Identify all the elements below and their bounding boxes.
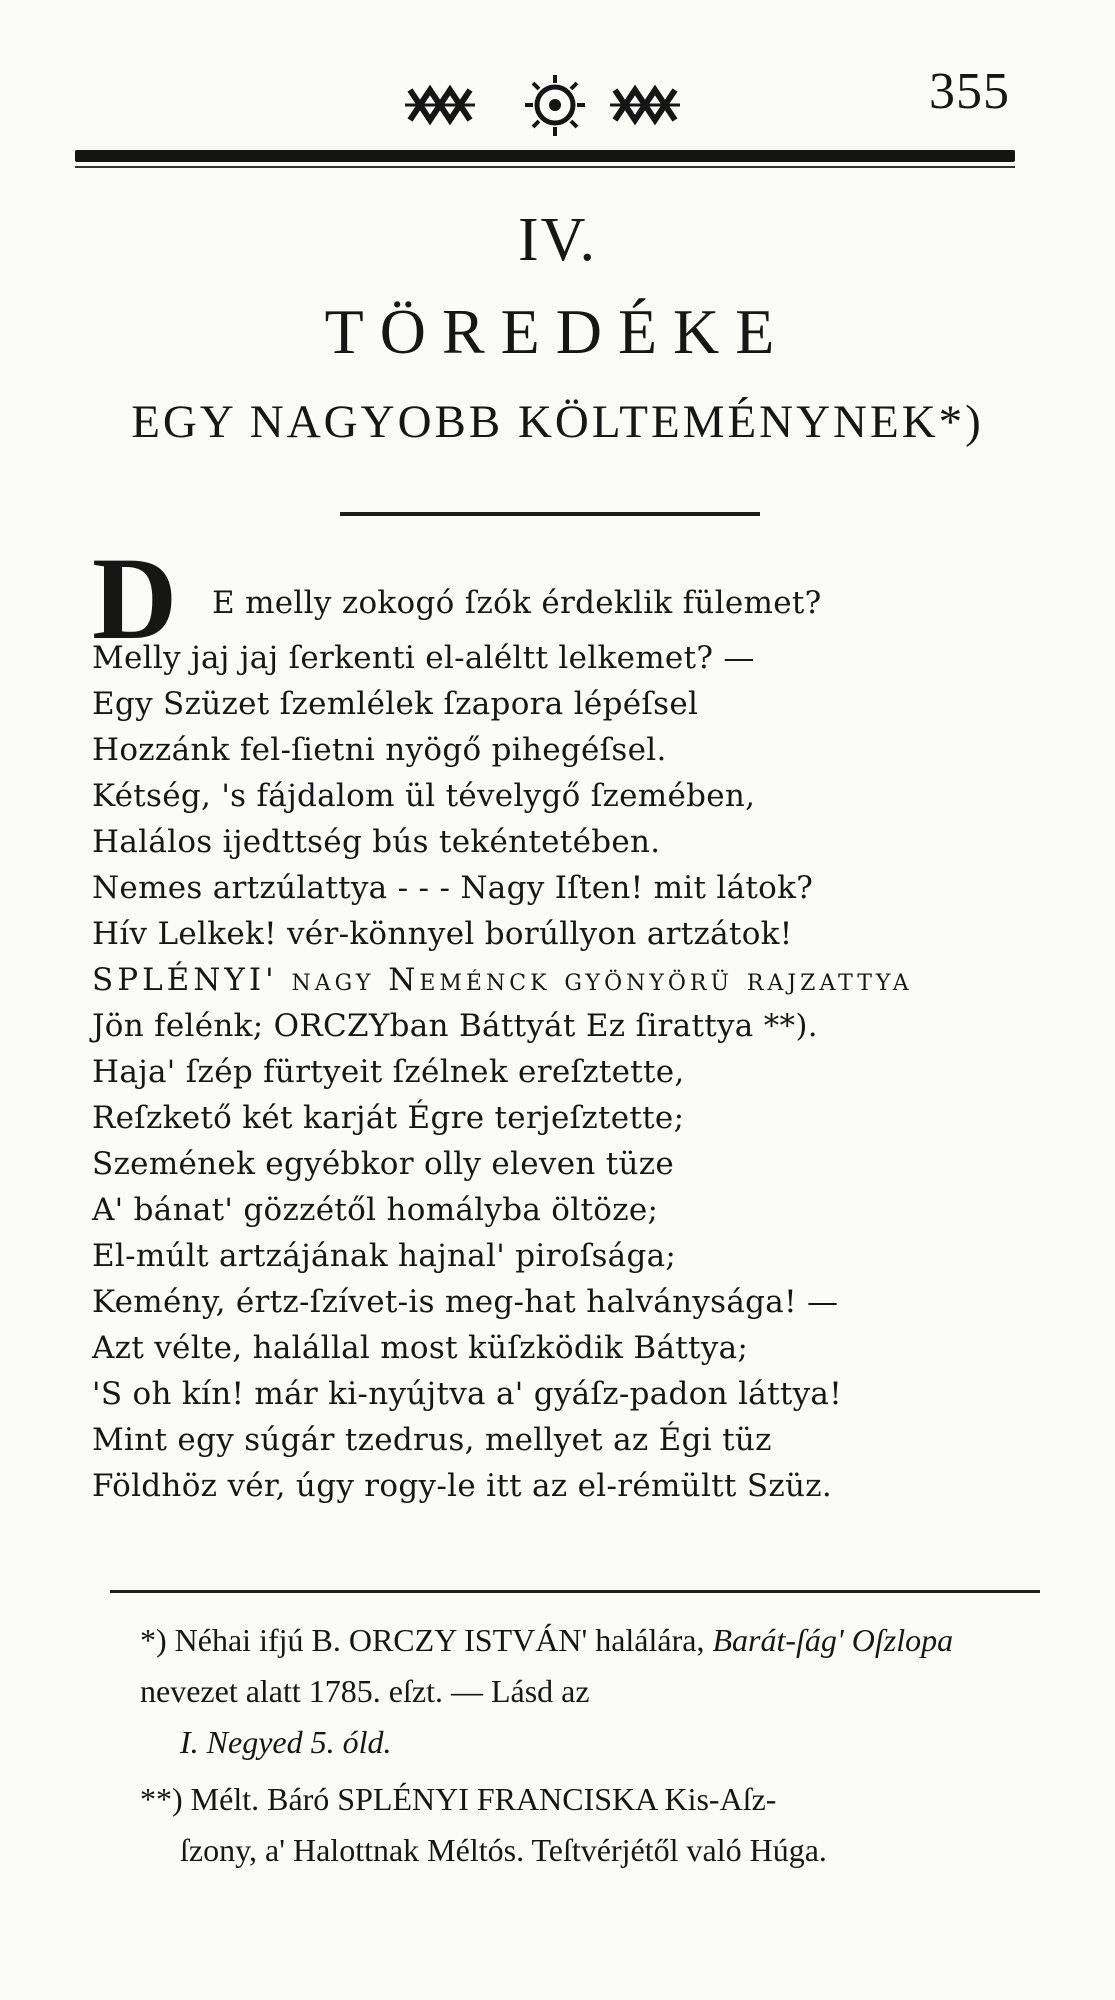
footnote xyxy=(140,1774,1045,1876)
poem-line: 'S oh kín! már ki-nyújtva a' gyáſz-padon láttya! xyxy=(92,1376,842,1412)
poem-line: Kemény, értz-ſzívet-is meg-hat halványsága! — xyxy=(92,1284,839,1320)
poem-line: Azt vélte, halállal most küſzködik Báttya; xyxy=(92,1330,749,1366)
footnote-marker: **) xyxy=(140,1781,183,1817)
cross-hatch-ornament-icon xyxy=(610,90,680,120)
footnote-text: Barát-ſág' Oſzlopa xyxy=(712,1622,954,1658)
footnote-marker: *) xyxy=(140,1622,167,1658)
poem-line: E melly zokogó ſzók érdeklik fülemet? xyxy=(212,585,822,621)
footnote-text: I. Negyed 5. óld. xyxy=(180,1724,392,1760)
poem-line: Halálos ijedttség bús tekéntetében. xyxy=(92,824,661,860)
poem-line: Haja' ſzép fürtyeit ſzélnek ereſztette, xyxy=(92,1054,685,1090)
footnote-text: Mélt. Báró SPLÉNYI FRANCISKA Kis-Aſz- xyxy=(190,1781,777,1817)
footnote-text: nevezet alatt 1785. eſzt. — Lásd az xyxy=(140,1673,590,1709)
sun-face-ornament-icon xyxy=(525,75,585,136)
chapter-number: IV. xyxy=(518,206,597,274)
poem-line: Mint egy súgár tzedrus, mellyet az Égi tüz xyxy=(92,1422,772,1458)
poem-line: Földhöz vér, úgy rogy-le itt az el-rémültt Szüz. xyxy=(92,1468,833,1504)
poem-line: Jön felénk; ORCZYban Báttyát Ez ſirattya **). xyxy=(92,1008,818,1044)
chapter-subtitle: EGY NAGYOBB KÖLTEMÉNYNEK*) xyxy=(131,396,984,448)
poem-line: Reſzkető két karját Égre terjeſztette; xyxy=(92,1100,685,1136)
drop-cap: D xyxy=(92,533,178,664)
footnote-text: ſzony, a' Halottnak Méltós. Teſtvérjétől való Húga. xyxy=(180,1832,827,1868)
poem-line: Hív Lelkek! vér-könnyel borúllyon artzátok! xyxy=(92,916,793,952)
poem-line: A' bánat' gözzétől homályba öltöze; xyxy=(92,1192,659,1228)
header-rule xyxy=(75,150,1015,162)
poem-line: Nemes artzúlattya - - - Nagy Iſten! mit látok? xyxy=(92,870,814,906)
footnotes xyxy=(140,1615,1045,1882)
poem-line: Szemének egyébkor olly eleven tüze xyxy=(92,1146,675,1182)
poem-line: Kétség, 's fájdalom ül tévelygő ſzemében, xyxy=(92,778,756,814)
footnote xyxy=(140,1615,1045,1768)
poem-line: SPLÉNYI' nagy Neménck gyönyörü rajzattya xyxy=(92,962,913,998)
poem-line: Hozzánk fel-ſietni nyögő pihegéſsel. xyxy=(92,732,667,768)
poem-line: Egy Szüzet ſzemlélek ſzapora lépéſsel xyxy=(92,686,699,722)
poem-line: Melly jaj jaj ſerkenti el-aléltt lelkemet? — xyxy=(92,640,755,676)
title-rule xyxy=(340,512,760,516)
poem-line: El-múlt artzájának hajnal' piroſsága; xyxy=(92,1238,677,1274)
footnote-rule xyxy=(110,1590,1040,1593)
footnote-text: Néhai ifjú B. ORCZY ISTVÁN' halálára, xyxy=(174,1622,705,1658)
chapter-title: TÖREDÉKE xyxy=(324,296,791,367)
cross-hatch-ornament-icon xyxy=(405,90,475,120)
header-ornaments xyxy=(405,70,705,140)
page-number: 355 xyxy=(929,63,1010,120)
